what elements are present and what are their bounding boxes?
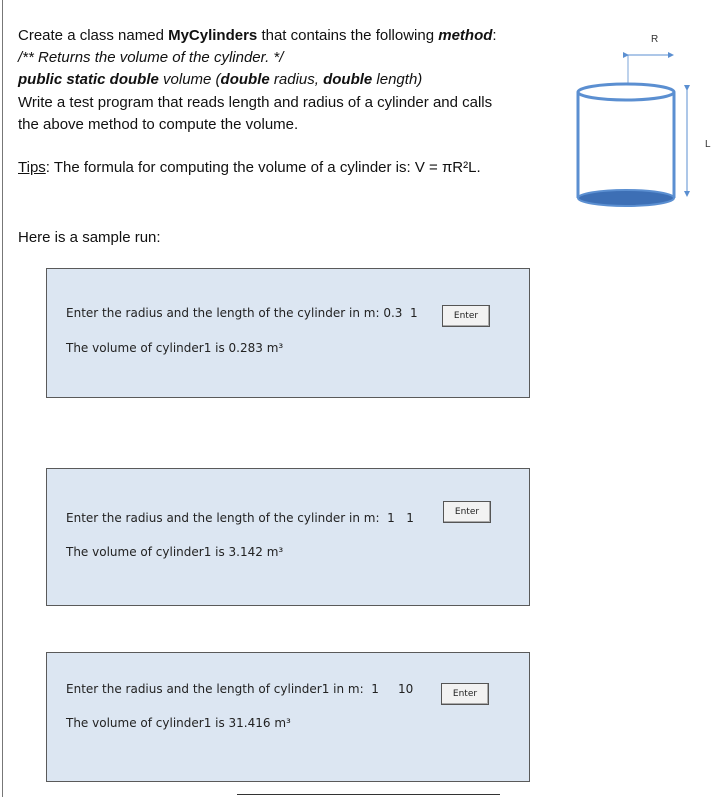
sample-run-heading: Here is a sample run: — [18, 229, 161, 246]
tips-label: Tips — [18, 159, 46, 176]
sig-param-2: length) — [372, 71, 423, 88]
run1-enter-button[interactable]: Enter — [442, 305, 490, 327]
run3-prompt: Enter the radius and the length of cylinder1 in m: 1 10 — [66, 682, 414, 696]
sig-param-1: radius, — [269, 71, 324, 88]
cylinder-base — [578, 190, 674, 206]
sig-name: volume ( — [158, 71, 221, 88]
page-left-border — [2, 0, 3, 797]
cylinder-top — [578, 84, 674, 100]
sample-run-box-1 — [46, 268, 530, 398]
run1-result: The volume of cylinder1 is 0.283 m³ — [66, 341, 284, 355]
tips-text: : The formula for computing the volume of a cylinder is: V = πR²L. — [45, 159, 481, 176]
radius-label: R — [651, 34, 659, 45]
class-name: MyCylinders — [168, 27, 258, 44]
run2-enter-button[interactable]: Enter — [443, 501, 491, 523]
sig-type-2: double — [323, 71, 373, 88]
run3-enter-button[interactable]: Enter — [441, 683, 489, 705]
run3-result: The volume of cylinder1 is 31.416 m³ — [66, 716, 291, 730]
bottom-rule — [237, 794, 500, 795]
line1-end: : — [492, 27, 497, 44]
run2-prompt: Enter the radius and the length of the cylinder in m: 1 1 — [66, 511, 414, 525]
problem-line-1 — [18, 26, 497, 46]
sig-modifiers: public static double — [18, 71, 159, 88]
length-label: L — [705, 139, 711, 150]
instruction-line-2: the above method to compute the volume. — [18, 116, 299, 133]
sig-type-1: double — [220, 71, 270, 88]
method-word: method — [438, 27, 493, 44]
run2-result: The volume of cylinder1 is 3.142 m³ — [66, 545, 284, 559]
line1-mid: that contains the following — [257, 27, 439, 44]
javadoc-comment: /** Returns the volume of the cylinder. */ — [18, 49, 284, 66]
tips-line — [18, 158, 481, 178]
line1-pre: Create a class named — [18, 27, 169, 44]
sample-run-box-2 — [46, 468, 530, 606]
run1-prompt: Enter the radius and the length of the cylinder in m: 0.3 1 — [66, 306, 418, 320]
instruction-line-1: Write a test program that reads length and radius of a cylinder and calls — [18, 94, 493, 111]
sample-run-box-3 — [46, 652, 530, 782]
method-signature — [18, 70, 422, 90]
cylinder-diagram — [570, 28, 726, 218]
